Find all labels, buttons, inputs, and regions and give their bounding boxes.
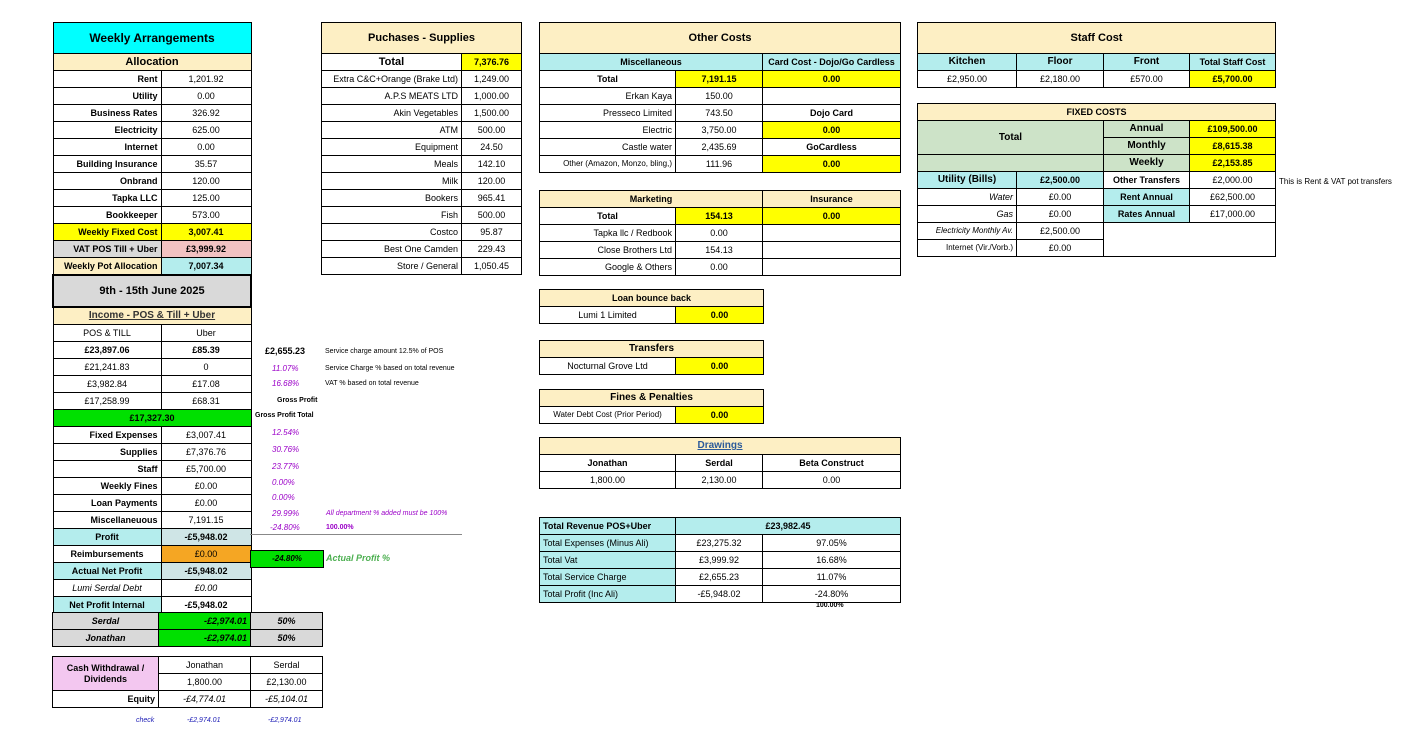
other-title: Other Costs bbox=[540, 23, 901, 54]
supply-label: Bookers bbox=[322, 190, 462, 207]
misc-value[interactable]: 2,435.69 bbox=[676, 139, 763, 156]
loan-header: Loan bounce back bbox=[540, 290, 764, 307]
supply-value[interactable]: 965.41 bbox=[462, 190, 522, 207]
misc-total[interactable]: 7,191.15 bbox=[676, 71, 763, 88]
dept-note: All department % added must be 100% bbox=[326, 510, 448, 517]
uber-value[interactable]: £68.31 bbox=[161, 393, 251, 410]
supply-value[interactable]: 1,500.00 bbox=[462, 105, 522, 122]
rent-annual-value[interactable]: £62,500.00 bbox=[1190, 189, 1276, 206]
mk-label: Tapka llc / Redbook bbox=[540, 225, 676, 242]
rev-sum: 100.00% bbox=[816, 602, 844, 609]
pos-value[interactable]: £3,982.84 bbox=[53, 376, 161, 393]
supply-label: ATM bbox=[322, 122, 462, 139]
net-label: Actual Net Profit bbox=[53, 563, 161, 580]
elec-value[interactable]: £2,500.00 bbox=[1017, 223, 1104, 240]
internal-value[interactable]: -£5,948.02 bbox=[161, 597, 251, 614]
loan-value[interactable]: 0.00 bbox=[676, 307, 764, 324]
loan-row: Lumi 1 Limited bbox=[540, 307, 676, 324]
expense-pct: 23.77% bbox=[272, 462, 300, 471]
split-pct: 50% bbox=[251, 613, 323, 630]
other-transfers-label: Other Transfers bbox=[1104, 172, 1190, 189]
other-transfers-value[interactable]: £2,000.00 bbox=[1190, 172, 1276, 189]
divider bbox=[250, 534, 462, 535]
expense-pct: 12.54% bbox=[272, 428, 300, 437]
pot-label: Weekly Pot Allocation bbox=[53, 258, 161, 276]
reimb-label: Reimbursements bbox=[53, 546, 161, 563]
transfers-header: Transfers bbox=[540, 341, 764, 358]
staff-title: Staff Cost bbox=[918, 23, 1276, 54]
supply-value[interactable]: 1,000.00 bbox=[462, 88, 522, 105]
supply-value[interactable]: 1,050.45 bbox=[462, 258, 522, 275]
misc-value[interactable]: 743.50 bbox=[676, 105, 763, 122]
drawings-header: Drawings bbox=[540, 438, 901, 455]
inet-value[interactable]: £0.00 bbox=[1017, 240, 1104, 257]
mk-value[interactable]: 154.13 bbox=[676, 242, 763, 259]
row-value[interactable]: 573.00 bbox=[161, 207, 251, 224]
rates-annual-label: Rates Annual bbox=[1104, 206, 1190, 223]
check-label: check bbox=[136, 717, 155, 724]
pos-value[interactable]: £23,897.06 bbox=[53, 342, 161, 359]
profit-value[interactable]: -£5,948.02 bbox=[161, 529, 251, 546]
utility-label: Utility (Bills) bbox=[918, 172, 1017, 189]
row-value[interactable]: 125.00 bbox=[161, 190, 251, 207]
misc-label: Other (Amazon, Monzo, bling,) bbox=[540, 156, 676, 173]
water-label: Water bbox=[918, 189, 1017, 206]
insurance-header: Insurance bbox=[763, 191, 901, 208]
gocardless-label: GoCardless bbox=[763, 139, 901, 156]
staff-col: Floor bbox=[1017, 54, 1104, 71]
net-value[interactable]: -£5,948.02 bbox=[161, 563, 251, 580]
supply-label: Meals bbox=[322, 156, 462, 173]
fixed-costs-table bbox=[917, 103, 1276, 257]
staff-table bbox=[917, 22, 1276, 88]
vat-value[interactable]: £3,999.92 bbox=[161, 241, 251, 258]
drawings-table bbox=[539, 437, 901, 489]
cash-val1[interactable]: 1,800.00 bbox=[159, 674, 251, 691]
expense-label: Loan Payments bbox=[53, 495, 161, 512]
rent-annual-label: Rent Annual bbox=[1104, 189, 1190, 206]
draw-col: Serdal bbox=[676, 455, 763, 472]
cash-val2[interactable]: £2,130.00 bbox=[251, 674, 323, 691]
row-label: Building Insurance bbox=[53, 156, 161, 173]
mk-total[interactable]: 154.13 bbox=[676, 208, 763, 225]
ins-total[interactable]: 0.00 bbox=[763, 208, 901, 225]
gross-total-label: Gross Profit Total bbox=[255, 412, 314, 419]
row-label: Bookkeeper bbox=[53, 207, 161, 224]
uber-value[interactable]: 0 bbox=[161, 359, 251, 376]
supply-label: Store / General bbox=[322, 258, 462, 275]
ins-cell bbox=[763, 242, 901, 259]
supply-label: Costco bbox=[322, 224, 462, 241]
fixed-empty bbox=[1104, 223, 1276, 257]
supply-label: Best One Camden bbox=[322, 241, 462, 258]
cash-table bbox=[52, 656, 323, 708]
rev-row-value[interactable]: £23,275.32 bbox=[676, 535, 763, 552]
fixed-blank bbox=[918, 155, 1104, 172]
expense-label: Supplies bbox=[53, 444, 161, 461]
rev-row-pct[interactable]: 97.05% bbox=[763, 535, 901, 552]
supply-label: Fish bbox=[322, 207, 462, 224]
supply-value[interactable]: 500.00 bbox=[462, 207, 522, 224]
expense-pct: 29.99% bbox=[272, 509, 300, 518]
annual-value[interactable]: £109,500.00 bbox=[1190, 121, 1276, 138]
staff-total[interactable]: £5,700.00 bbox=[1190, 71, 1276, 88]
monthly-value[interactable]: £8,615.38 bbox=[1190, 138, 1276, 155]
fixed-title: FIXED COSTS bbox=[918, 104, 1276, 121]
expense-pct: 0.00% bbox=[272, 478, 295, 487]
row-label: Utility bbox=[53, 88, 161, 105]
gas-label: Gas bbox=[918, 206, 1017, 223]
supply-label: Equipment bbox=[322, 139, 462, 156]
row-value[interactable]: 625.00 bbox=[161, 122, 251, 139]
staff-val[interactable]: £2,180.00 bbox=[1017, 71, 1104, 88]
rev-label: Total Revenue POS+Uber bbox=[540, 518, 676, 535]
profit-total-pct: 100.00% bbox=[326, 524, 354, 531]
gross-total[interactable]: £17,327.30 bbox=[53, 410, 251, 427]
weekly-label: Weekly bbox=[1104, 155, 1190, 172]
expense-value[interactable]: £0.00 bbox=[161, 495, 251, 512]
mk-value[interactable]: 0.00 bbox=[676, 225, 763, 242]
rev-row-label: Total Service Charge bbox=[540, 569, 676, 586]
row-label: Internet bbox=[53, 139, 161, 156]
fines-header: Fines & Penalties bbox=[540, 390, 764, 407]
row-value[interactable]: 35.57 bbox=[161, 156, 251, 173]
supplies-total-label: Total bbox=[322, 54, 462, 71]
row-label: Business Rates bbox=[53, 105, 161, 122]
debt-value[interactable]: £0.00 bbox=[161, 580, 251, 597]
split-value[interactable]: -£2,974.01 bbox=[159, 630, 251, 647]
card-cell bbox=[763, 88, 901, 105]
expense-label: Miscellaneuous bbox=[53, 512, 161, 529]
expense-value[interactable]: £0.00 bbox=[161, 478, 251, 495]
row-value[interactable]: 120.00 bbox=[161, 173, 251, 190]
check2: -£2,974.01 bbox=[268, 717, 302, 724]
draw-val[interactable]: 2,130.00 bbox=[676, 472, 763, 489]
expense-label: Staff bbox=[53, 461, 161, 478]
row-value[interactable]: 1,201.92 bbox=[161, 71, 251, 88]
transfer-value[interactable]: 0.00 bbox=[676, 358, 764, 375]
rev-row-value[interactable]: £3,999.92 bbox=[676, 552, 763, 569]
annual-label: Annual bbox=[1104, 121, 1190, 138]
gross-profit-label: Gross Profit bbox=[277, 397, 318, 404]
rev-row-pct[interactable]: -24.80% bbox=[763, 586, 901, 603]
ins-cell bbox=[763, 259, 901, 276]
draw-val[interactable]: 0.00 bbox=[763, 472, 901, 489]
rev-row-value[interactable]: £2,655.23 bbox=[676, 569, 763, 586]
elec-label: Electricity Monthly Av. bbox=[918, 223, 1017, 240]
pot-value[interactable]: 7,007.34 bbox=[161, 258, 251, 276]
gas-value[interactable]: £0.00 bbox=[1017, 206, 1104, 223]
equity2[interactable]: -£5,104.01 bbox=[251, 691, 323, 708]
row-label: Electricity bbox=[53, 122, 161, 139]
supplies-total-value[interactable]: 7,376.76 bbox=[462, 54, 522, 71]
weekly-value[interactable]: £2,153.85 bbox=[1190, 155, 1276, 172]
split-table bbox=[52, 612, 323, 647]
net-pct-label: Actual Profit % bbox=[326, 553, 391, 563]
expense-label: Fixed Expenses bbox=[53, 427, 161, 444]
monthly-label: Monthly bbox=[1104, 138, 1190, 155]
water-value[interactable]: £0.00 bbox=[1017, 189, 1104, 206]
cash-col2: Serdal bbox=[251, 657, 323, 674]
supply-label: Akin Vegetables bbox=[322, 105, 462, 122]
supply-label: Milk bbox=[322, 173, 462, 190]
fines-row: Water Debt Cost (Prior Period) bbox=[540, 407, 676, 424]
gocardless-value[interactable]: 0.00 bbox=[763, 156, 901, 173]
rates-annual-value[interactable]: £17,000.00 bbox=[1190, 206, 1276, 223]
mk-value[interactable]: 0.00 bbox=[676, 259, 763, 276]
check1: -£2,974.01 bbox=[187, 717, 221, 724]
fixed-total-label: Total bbox=[918, 121, 1104, 155]
mk-total-label: Total bbox=[540, 208, 676, 225]
uber-value[interactable]: £17.08 bbox=[161, 376, 251, 393]
misc-label: Presseco Limited bbox=[540, 105, 676, 122]
row-value[interactable]: 326.92 bbox=[161, 105, 251, 122]
expense-value[interactable]: £3,007.41 bbox=[161, 427, 251, 444]
supply-value[interactable]: 142.10 bbox=[462, 156, 522, 173]
misc-value[interactable]: 111.96 bbox=[676, 156, 763, 173]
draw-col: Beta Construct bbox=[763, 455, 901, 472]
fines-table bbox=[539, 389, 764, 424]
staff-col: Front bbox=[1104, 54, 1190, 71]
cash-label: Cash Withdrawal / Dividends bbox=[53, 657, 159, 691]
utility-value[interactable]: £2,500.00 bbox=[1017, 172, 1104, 189]
misc-header: Miscellaneous bbox=[540, 54, 763, 71]
service-pct: 11.07% bbox=[272, 364, 299, 373]
split-value[interactable]: -£2,974.01 bbox=[159, 613, 251, 630]
misc-value[interactable]: 150.00 bbox=[676, 88, 763, 105]
supply-value[interactable]: 1,249.00 bbox=[462, 71, 522, 88]
debt-label: Lumi Serdal Debt bbox=[53, 580, 161, 597]
uber-header: Uber bbox=[161, 325, 251, 342]
misc-total-label: Total bbox=[540, 71, 676, 88]
rev-row-label: Total Profit (Inc Ali) bbox=[540, 586, 676, 603]
reimb-value[interactable]: £0.00 bbox=[161, 546, 251, 563]
profit-label: Profit bbox=[53, 529, 161, 546]
staff-val[interactable]: £2,950.00 bbox=[918, 71, 1017, 88]
supply-value[interactable]: 500.00 bbox=[462, 122, 522, 139]
rev-row-label: Total Expenses (Minus Ali) bbox=[540, 535, 676, 552]
staff-col: Total Staff Cost bbox=[1190, 54, 1276, 71]
supply-value[interactable]: 120.00 bbox=[462, 173, 522, 190]
rev-row-label: Total Vat bbox=[540, 552, 676, 569]
fixed-cost-label: Weekly Fixed Cost bbox=[53, 224, 161, 241]
pos-value[interactable]: £17,258.99 bbox=[53, 393, 161, 410]
supply-label: A.P.S MEATS LTD bbox=[322, 88, 462, 105]
vat-pct-note: VAT % based on total revenue bbox=[325, 380, 419, 387]
card-total[interactable]: 0.00 bbox=[763, 71, 901, 88]
transfers-note: This is Rent & VAT pot transfers bbox=[1279, 177, 1392, 186]
supply-value[interactable]: 95.87 bbox=[462, 224, 522, 241]
dojo-card-label: Dojo Card bbox=[763, 105, 901, 122]
internal-label: Net Profit Internal bbox=[53, 597, 161, 614]
mk-label: Google & Others bbox=[540, 259, 676, 276]
equity1[interactable]: -£4,774.01 bbox=[159, 691, 251, 708]
split-pct: 50% bbox=[251, 630, 323, 647]
dojo-card-value[interactable]: 0.00 bbox=[763, 122, 901, 139]
weekly-arrangements-table bbox=[52, 22, 252, 614]
allocation-header: Allocation bbox=[53, 54, 251, 71]
row-label: Tapka LLC bbox=[53, 190, 161, 207]
transfers-table bbox=[539, 340, 764, 375]
split-name: Serdal bbox=[53, 613, 159, 630]
period-header: 9th - 15th June 2025 bbox=[53, 275, 251, 307]
expense-value[interactable]: 7,191.15 bbox=[161, 512, 251, 529]
expense-pct: 0.00% bbox=[272, 493, 295, 502]
equity-label: Equity bbox=[53, 691, 159, 708]
marketing-table bbox=[539, 190, 901, 276]
service-note: Service charge amount 12.5% of POS bbox=[325, 348, 444, 355]
loan-table bbox=[539, 289, 764, 324]
service-amount: £2,655.23 bbox=[265, 346, 306, 356]
misc-label: Electric bbox=[540, 122, 676, 139]
supplies-table bbox=[321, 22, 522, 275]
profit-pct: -24.80% bbox=[270, 523, 300, 532]
other-costs-table bbox=[539, 22, 901, 173]
uber-value[interactable]: £85.39 bbox=[161, 342, 251, 359]
row-value[interactable]: 0.00 bbox=[161, 139, 251, 156]
supplies-title: Puchases - Supplies bbox=[322, 23, 522, 54]
staff-val[interactable]: £570.00 bbox=[1104, 71, 1190, 88]
inet-label: Internet (Vir./Vorb.) bbox=[918, 240, 1017, 257]
pos-value[interactable]: £21,241.83 bbox=[53, 359, 161, 376]
revenue-table bbox=[539, 517, 901, 603]
supply-value[interactable]: 229.43 bbox=[462, 241, 522, 258]
draw-col: Jonathan bbox=[540, 455, 676, 472]
income-header: Income - POS & Till + Uber bbox=[53, 307, 251, 325]
expense-pct: 30.76% bbox=[272, 445, 300, 454]
mk-label: Close Brothers Ltd bbox=[540, 242, 676, 259]
net-pct[interactable]: -24.80% bbox=[250, 550, 324, 568]
pos-header: POS & TILL bbox=[53, 325, 161, 342]
rev-row-pct[interactable]: 11.07% bbox=[763, 569, 901, 586]
staff-col: Kitchen bbox=[918, 54, 1017, 71]
transfer-row: Nocturnal Grove Ltd bbox=[540, 358, 676, 375]
rev-row-pct[interactable]: 16.68% bbox=[763, 552, 901, 569]
misc-label: Erkan Kaya bbox=[540, 88, 676, 105]
weekly-title: Weekly Arrangements bbox=[53, 23, 251, 54]
ins-cell bbox=[763, 225, 901, 242]
misc-label: Castle water bbox=[540, 139, 676, 156]
vat-label: VAT POS Till + Uber bbox=[53, 241, 161, 258]
marketing-header: Marketing bbox=[540, 191, 763, 208]
expense-value[interactable]: £5,700.00 bbox=[161, 461, 251, 478]
vat-pct: 16.68% bbox=[272, 379, 300, 388]
supply-label: Extra C&C+Orange (Brake Ltd) bbox=[322, 71, 462, 88]
draw-val[interactable]: 1,800.00 bbox=[540, 472, 676, 489]
cash-col1: Jonathan bbox=[159, 657, 251, 674]
misc-value[interactable]: 3,750.00 bbox=[676, 122, 763, 139]
fixed-cost-value[interactable]: 3,007.41 bbox=[161, 224, 251, 241]
supply-value[interactable]: 24.50 bbox=[462, 139, 522, 156]
row-label: Onbrand bbox=[53, 173, 161, 190]
rev-value[interactable]: £23,982.45 bbox=[676, 518, 901, 535]
service-pct-note: Service Charge % based on total revenue bbox=[325, 365, 455, 372]
row-value[interactable]: 0.00 bbox=[161, 88, 251, 105]
card-header: Card Cost - Dojo/Go Cardless bbox=[763, 54, 901, 71]
expense-label: Weekly Fines bbox=[53, 478, 161, 495]
split-name: Jonathan bbox=[53, 630, 159, 647]
row-label: Rent bbox=[53, 71, 161, 88]
expense-value[interactable]: £7,376.76 bbox=[161, 444, 251, 461]
fines-value[interactable]: 0.00 bbox=[676, 407, 764, 424]
rev-row-value[interactable]: -£5,948.02 bbox=[676, 586, 763, 603]
